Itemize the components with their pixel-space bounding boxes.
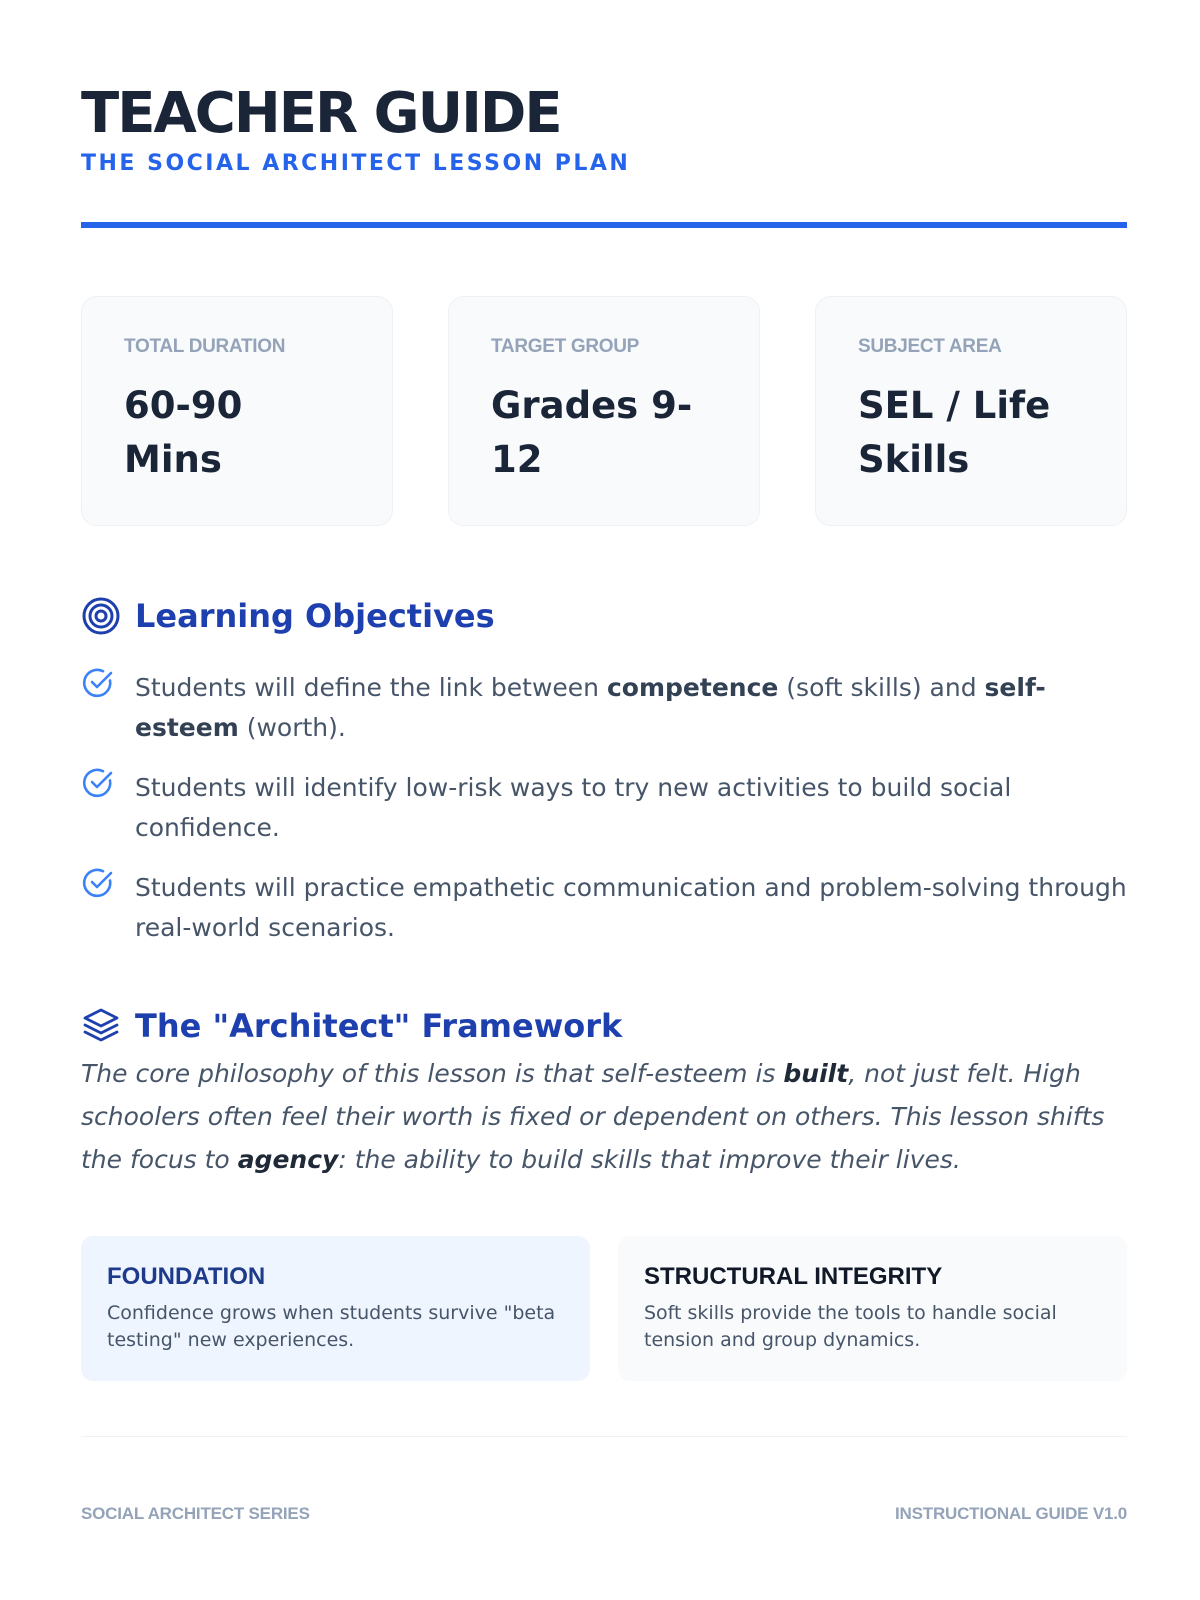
- footer-version-label: INSTRUCTIONAL GUIDE V1.0: [895, 1504, 1127, 1523]
- philosophy-emphasis: agency: [237, 1145, 339, 1174]
- objectives-heading: [81, 596, 495, 636]
- stat-label: TARGET GROUP: [491, 336, 640, 357]
- card-title: FOUNDATION: [107, 1263, 266, 1290]
- stat-card-target-group: [448, 296, 760, 526]
- stat-label: SUBJECT AREA: [858, 336, 1002, 357]
- card-title: STRUCTURAL INTEGRITY: [644, 1263, 943, 1290]
- stat-label: TOTAL DURATION: [124, 336, 286, 357]
- card-description: Soft skills provide the tools to handle social tension and group dynamics.: [644, 1302, 1057, 1351]
- framework-cards: [81, 1236, 1127, 1381]
- page-title: TEACHER GUIDE: [81, 81, 561, 146]
- objective-text: Students will practice empathetic communication and problem-solving through real-world scenarios.: [135, 873, 1127, 942]
- stat-card-duration: [81, 296, 393, 526]
- objective-text: Students will identify low-risk ways to try new activities to build social confidence.: [135, 773, 1012, 842]
- stats-row: [81, 296, 1127, 526]
- check-circle-icon: [81, 666, 115, 700]
- framework-philosophy: [81, 1052, 1127, 1181]
- objective-emphasis: competence: [606, 673, 779, 702]
- stat-value: SEL / Life Skills: [858, 384, 1051, 481]
- list-item: [81, 868, 1127, 948]
- list-item: [81, 768, 1127, 848]
- header-divider: [81, 222, 1127, 228]
- objectives-list: [81, 668, 1127, 968]
- check-circle-icon: [81, 866, 115, 900]
- philosophy-text: The core philosophy of this lesson is that self-esteem is: [81, 1059, 784, 1088]
- section-title: Learning Objectives: [135, 597, 495, 635]
- list-item: [81, 668, 1127, 748]
- objective-emphasis: self-esteem: [135, 673, 1046, 742]
- section-title: The "Architect" Framework: [135, 1007, 623, 1045]
- check-circle-icon: [81, 766, 115, 800]
- objective-text: Students will define the link between: [135, 673, 607, 702]
- philosophy-emphasis: built: [783, 1059, 849, 1088]
- objective-text: (worth).: [238, 713, 346, 742]
- stat-value: 60-90 Mins: [124, 384, 243, 481]
- structural-integrity-card: [618, 1236, 1127, 1381]
- footer-series-label: SOCIAL ARCHITECT SERIES: [81, 1504, 310, 1523]
- stat-value: Grades 9-12: [491, 384, 693, 481]
- philosophy-text: : the ability to build skills that improve their lives.: [338, 1145, 961, 1174]
- card-description: Confidence grows when students survive "beta testing" new experiences.: [107, 1302, 556, 1351]
- framework-heading: [81, 1006, 622, 1046]
- foundation-card: [81, 1236, 590, 1381]
- objective-text: (soft skills) and: [778, 673, 985, 702]
- philosophy-text: , not just felt. High schoolers often feel their worth is fixed or dependent on others. This lesson shifts the focus to: [81, 1059, 1105, 1174]
- page-subtitle: THE SOCIAL ARCHITECT LESSON PLAN: [81, 151, 631, 176]
- footer-divider: [81, 1436, 1127, 1437]
- layers-icon: [81, 1006, 121, 1046]
- target-icon: [81, 596, 121, 636]
- stat-card-subject-area: [815, 296, 1127, 526]
